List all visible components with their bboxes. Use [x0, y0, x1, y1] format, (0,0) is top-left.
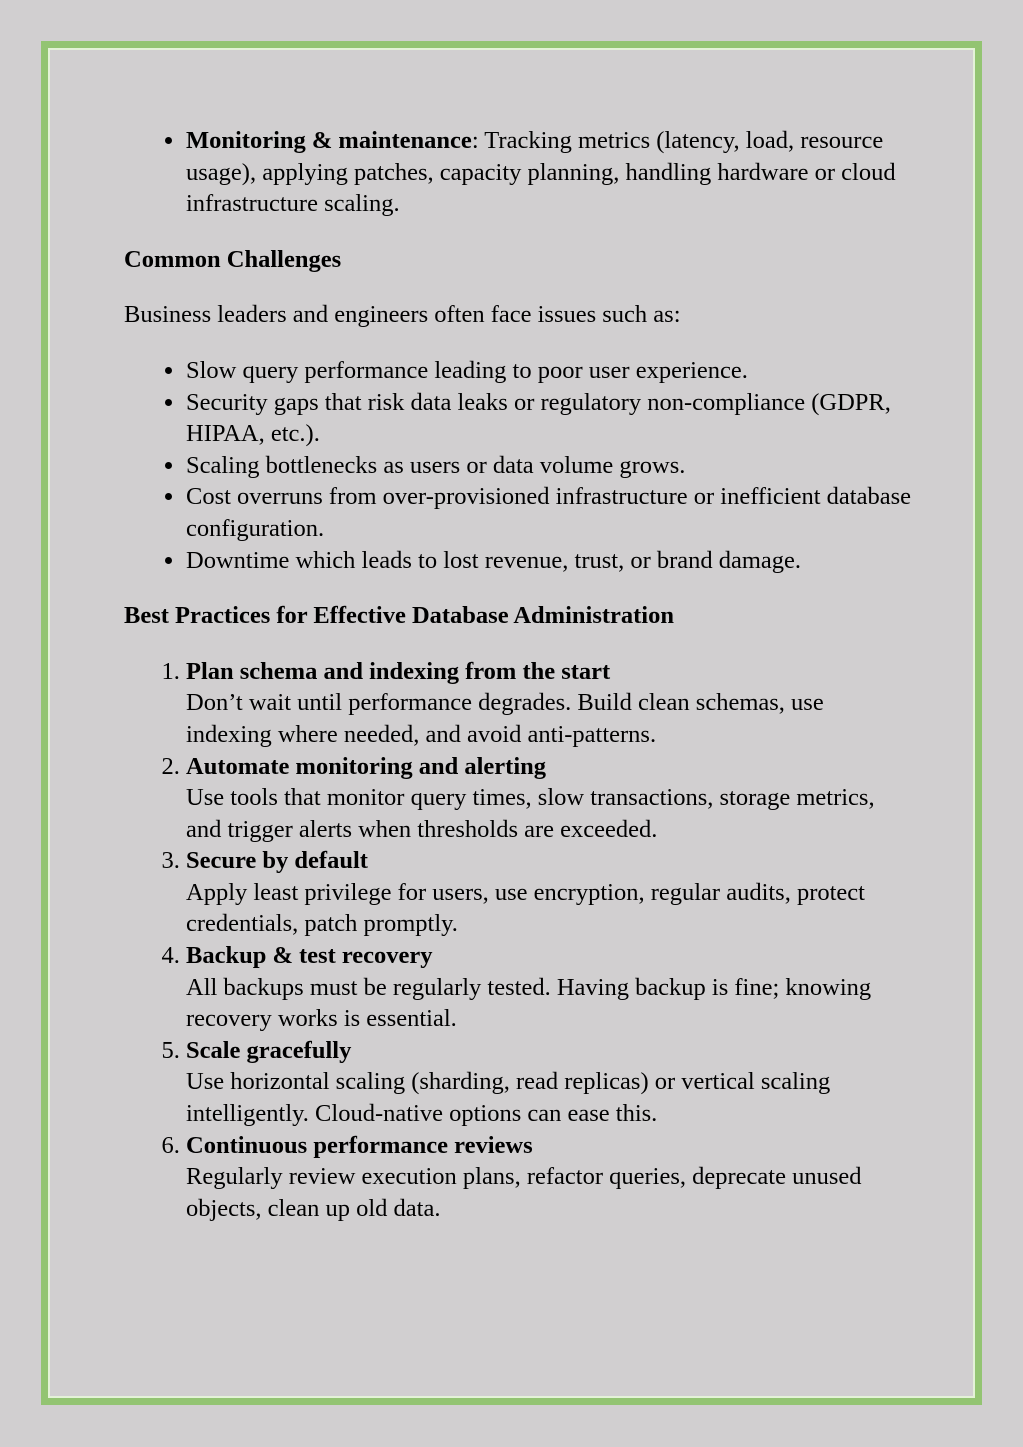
- item-title: Secure by default: [186, 847, 368, 875]
- list-item: • Slow query performance leading to poor user experience.: [186, 355, 914, 387]
- list-item: • Security gaps that risk data leaks or regulatory non-compliance (GDPR, HIPAA, etc.).: [186, 387, 914, 450]
- challenges-list: [124, 355, 914, 576]
- list-item: • Downtime which leads to lost revenue, trust, or brand damage.: [186, 545, 914, 577]
- list-item: [186, 1130, 914, 1225]
- paragraph: Business leaders and engineers often face issues such as:: [124, 301, 681, 329]
- intro-list: [124, 125, 914, 220]
- practices-list: [124, 656, 914, 1225]
- list-item: [186, 940, 914, 1035]
- item-title: Plan schema and indexing from the start: [186, 657, 611, 685]
- item-title: Backup & test recovery: [186, 942, 433, 970]
- item-text: Apply least privilege for users, use encryption, regular audits, protect credentials, patch promptly.: [186, 878, 865, 938]
- section-heading: Best Practices for Effective Database Administration: [124, 602, 674, 630]
- list-item: • Scaling bottlenecks as users or data volume grows.: [186, 450, 914, 482]
- item-title: Scale gracefully: [186, 1036, 352, 1064]
- item-title: Continuous performance reviews: [186, 1131, 533, 1159]
- list-item: [186, 125, 914, 220]
- list-item: • Cost overruns from over-provisioned infrastructure or inefficient database configuration.: [186, 481, 914, 544]
- item-text: Don’t wait until performance degrades. Build clean schemas, use indexing where needed, and avoid anti-patterns.: [186, 689, 824, 748]
- section-heading: Common Challenges: [124, 245, 342, 273]
- item-text: Use tools that monitor query times, slow transactions, storage metrics, and trigger alerts when thresholds are exceeded.: [186, 784, 875, 843]
- list-item: [186, 751, 914, 846]
- document-content: [124, 125, 914, 1224]
- list-item: [186, 845, 914, 940]
- item-text: Regularly review execution plans, refactor queries, deprecate unused objects, clean up old data.: [186, 1163, 862, 1222]
- item-text: All backups must be regularly tested. Having backup is fine; knowing recovery works is essential.: [186, 973, 872, 1033]
- item-title: Automate monitoring and alerting: [186, 752, 546, 780]
- item-text: Use horizontal scaling (sharding, read replicas) or vertical scaling intelligently. Cloud-native options can ease this.: [186, 1068, 831, 1128]
- item-title: Monitoring & maintenance: [186, 127, 472, 154]
- list-item: [186, 656, 914, 751]
- item-text: : Tracking metrics (latency, load, resource usage), applying patches, capacity planning, handling hardware or cloud infrastructure scaling.: [186, 127, 896, 218]
- list-item: [186, 1035, 914, 1130]
